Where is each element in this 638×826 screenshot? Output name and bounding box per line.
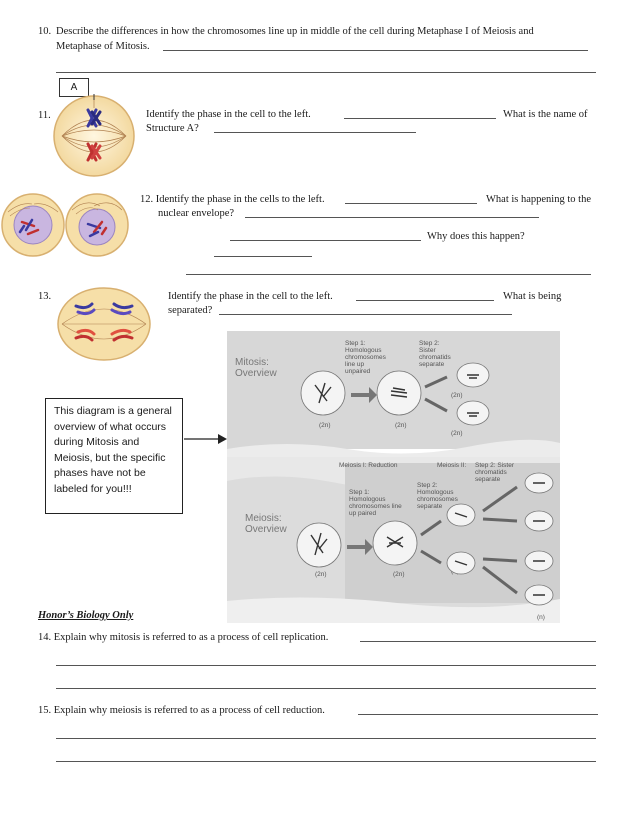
- metaphase-cell-image: [52, 94, 136, 178]
- honors-title: Honor’s Biology Only: [38, 610, 134, 621]
- mitosis-label-2n-b: (2n): [395, 422, 407, 429]
- q12-answer-line-3[interactable]: [230, 240, 421, 241]
- mitosis-step1-0: Step 1:: [345, 340, 366, 347]
- mitosis-step2-1: Sister: [419, 347, 436, 354]
- q12-question-c: Why does this happen?: [427, 231, 525, 242]
- meiosis-title-1: Meiosis:: [245, 513, 282, 524]
- callout-arrow: [184, 432, 228, 446]
- q10-text-line1: Describe the differences in how the chromosomes line up in middle of the cell during Metaphase I of Meiosis and: [56, 26, 534, 37]
- meiosis-reduction-title: Meiosis I: Reduction: [339, 462, 398, 469]
- meiosis-title-2: Overview: [245, 524, 287, 535]
- q13-number: 13.: [38, 291, 52, 302]
- q12-answer-line-2[interactable]: [245, 217, 539, 218]
- q13-text-line2: separated?: [168, 305, 213, 316]
- prophase-cell-image-1: [0, 192, 66, 258]
- q14-answer-line-2[interactable]: [56, 665, 596, 666]
- meiosis-step2-1: Homologous: [417, 489, 454, 496]
- diagram-callout-box: [45, 398, 183, 514]
- callout-line-5: phases have not be: [54, 467, 146, 480]
- q15-answer-line-1[interactable]: [358, 714, 598, 715]
- callout-line-1: This diagram is a general: [54, 405, 172, 417]
- q13-answer-line-2[interactable]: [219, 314, 512, 315]
- q11-answer-line-1[interactable]: [344, 118, 496, 119]
- meiosis-label-n-b: (n): [537, 614, 545, 621]
- meiosis-ii-step2-1: chromatids: [475, 469, 507, 476]
- meiosis-ii-step2-2: separate: [475, 476, 501, 483]
- meiosis-label-2n-b: (2n): [393, 571, 405, 578]
- q10-number: 10.: [38, 26, 52, 37]
- q12-answer-line-4[interactable]: [214, 256, 312, 257]
- callout-line-3: during Mitosis and: [54, 436, 140, 449]
- q14-answer-line-1[interactable]: [360, 641, 596, 642]
- mitosis-step1-1: Homologous: [345, 347, 382, 354]
- q11-text-line1: Identify the phase in the cell to the left.: [146, 109, 311, 120]
- meiosis-step1-1: Homologous: [349, 496, 386, 503]
- mitosis-step2-3: separate: [419, 361, 445, 368]
- mitosis-step1-4: unpaired: [345, 368, 371, 375]
- q13-question-b: What is being: [503, 291, 562, 302]
- mitosis-label-2n-a: (2n): [319, 422, 331, 429]
- q15-text: 15. Explain why meiosis is referred to as a process of cell reduction.: [38, 705, 325, 716]
- q12-question-b: What is happening to the: [486, 194, 591, 205]
- q11-number: 11.: [38, 110, 51, 121]
- mitosis-step1-2: chromosomes: [345, 354, 386, 361]
- q12-answer-line-1[interactable]: [345, 203, 477, 204]
- q12-text-line1: 12. Identify the phase in the cells to the left.: [140, 194, 325, 205]
- structure-a-label: A: [59, 78, 89, 97]
- q13-text-line1: Identify the phase in the cell to the left.: [168, 291, 333, 302]
- mitosis-step2-2: chromatids: [419, 354, 451, 361]
- q15-answer-line-3[interactable]: [56, 761, 596, 762]
- q13-answer-line-1[interactable]: [356, 300, 494, 301]
- mitosis-step2-0: Step 2:: [419, 340, 440, 347]
- mitosis-title-2: Overview: [235, 368, 277, 379]
- meiosis-step2-2: chromosomes: [417, 496, 458, 503]
- meiosis-step2-0: Step 2:: [417, 482, 438, 489]
- meiosis-step2-3: separate: [417, 503, 443, 510]
- q10-answer-line-2[interactable]: [56, 72, 596, 73]
- meiosis-ii-step2-0: Step 2: Sister: [475, 462, 515, 469]
- mitosis-step1-3: line up: [345, 361, 365, 368]
- meiosis-ii-title: Meiosis II:: [437, 462, 467, 469]
- prophase-cell-image-2: [64, 192, 130, 258]
- q10-text-line2: Metaphase of Mitosis.: [56, 41, 150, 52]
- mitosis-meiosis-overview-diagram: [227, 331, 560, 623]
- mitosis-label-2n-d: (2n): [451, 430, 463, 437]
- mitosis-label-2n-c: (2n): [451, 392, 463, 399]
- meiosis-step1-0: Step 1:: [349, 489, 370, 496]
- meiosis-step1-3: up paired: [349, 510, 377, 517]
- mitosis-title-1: Mitosis:: [235, 357, 269, 368]
- callout-line-6: labeled for you!!!: [54, 482, 132, 495]
- q12-answer-line-5[interactable]: [186, 274, 591, 275]
- meiosis-label-2n-a: (2n): [315, 571, 327, 578]
- q11-answer-line-2[interactable]: [214, 132, 416, 133]
- q12-text-line2: nuclear envelope?: [158, 208, 235, 219]
- q11-text-line2: Structure A?: [146, 123, 199, 134]
- q14-answer-line-3[interactable]: [56, 688, 596, 689]
- q11-question-b: What is the name of: [503, 109, 588, 120]
- q15-answer-line-2[interactable]: [56, 738, 596, 739]
- q14-text: 14. Explain why mitosis is referred to as a process of cell replication.: [38, 632, 329, 643]
- q10-answer-line-1[interactable]: [163, 50, 588, 51]
- callout-line-2: overview of what occurs: [54, 420, 167, 433]
- meiosis-step1-2: chromosomes line: [349, 503, 402, 510]
- anaphase-cell-image: [56, 286, 152, 362]
- callout-line-4: Meiosis, but the specific: [54, 451, 166, 464]
